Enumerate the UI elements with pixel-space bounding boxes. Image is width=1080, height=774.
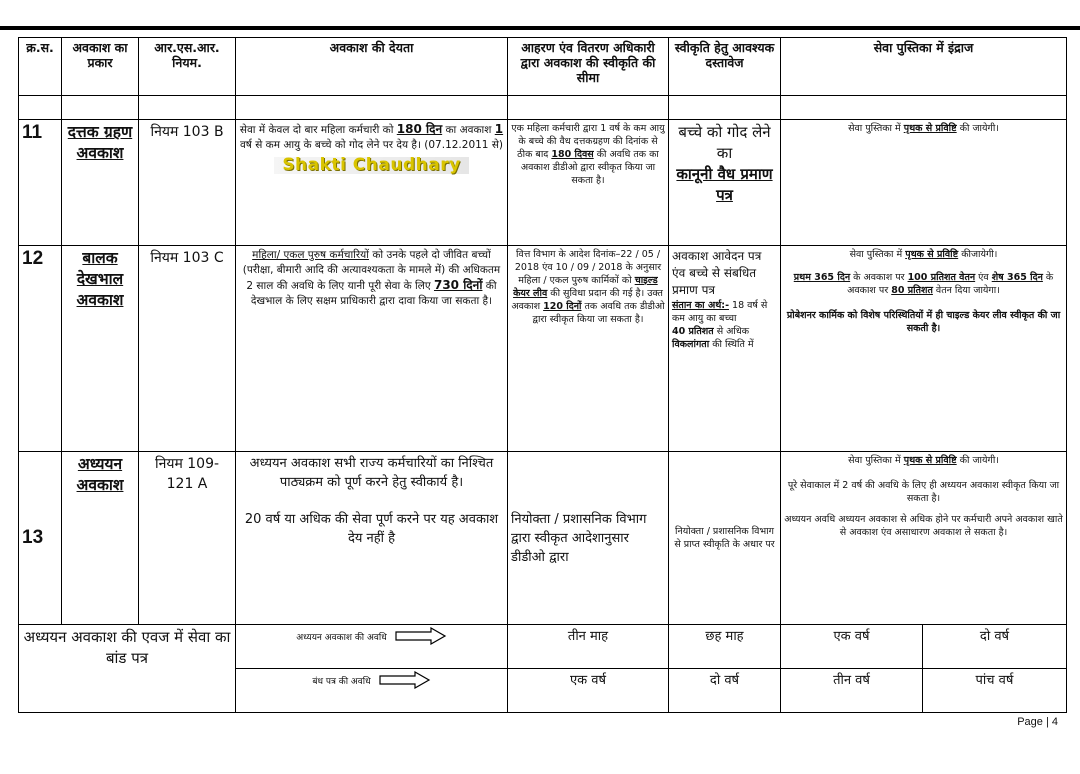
- text: की अवधि तक का अवकाश डीडीओ द्वारा स्वीकृत किया जा सकता है।: [520, 149, 659, 186]
- arrow-right-icon: [379, 671, 431, 689]
- text: संतान का अर्थ:-: [672, 300, 730, 311]
- rule-number: नियम 103 B: [139, 120, 236, 246]
- text: प्रोबेशनर कार्मिक को विशेष परिस्थितियों में ही चाइल्ड केयर लीव स्वीकृत की जा सकती है।: [786, 310, 1061, 334]
- text: 40 प्रतिशत: [672, 326, 714, 337]
- text: प्रथम 365 दिन: [793, 272, 851, 283]
- text: सेवा में केवल दो बार महिला कर्मचारी को: [239, 124, 397, 136]
- bond-row-1: [19, 625, 1067, 669]
- header-docs: स्वीकृति हेतु आवश्यक दस्तावेज: [669, 38, 781, 96]
- ddo-cell: [508, 246, 669, 452]
- bond-row2-label-cell: [236, 669, 508, 713]
- bond-label: अध्ययन अवकाश की एवज में सेवा का बांड पत्र: [19, 625, 236, 713]
- entry-cell: [781, 246, 1067, 452]
- text: से अधिक: [713, 326, 750, 337]
- text: अध्ययन अवकाश सभी राज्य कर्मचारियों का निश्चित पाठ्यक्रम को पूर्ण करने हेतु स्वीकार्य है।: [249, 456, 494, 490]
- arrow-right-icon: [395, 627, 447, 645]
- text: पृथक से प्रविष्टि: [903, 123, 957, 134]
- bond-row1-label-cell: [236, 625, 508, 669]
- ddo-cell: [508, 120, 669, 246]
- bond-cell: तीन वर्ष: [781, 669, 923, 713]
- header-sno: क्र.स.: [19, 38, 62, 96]
- text: तक अवधि तक डीडीओ द्वारा स्वीकृत किया जा सकता है।: [532, 301, 665, 325]
- bond-row2-label: बंध पत्र की अवधि: [312, 676, 371, 687]
- text: वर्ष से कम आयु के बच्चे को गोद लेने पर देय है। (07.12.2011 से): [239, 139, 504, 151]
- leave-type: अध्ययन अवकाश: [62, 452, 139, 625]
- eligibility-cell: [236, 246, 508, 452]
- bond-cell: एक वर्ष: [508, 669, 669, 713]
- text: 20 वर्ष या अधिक की सेवा पूर्ण करने पर यह अवकाश देय नहीं है: [244, 512, 499, 546]
- rule-number: नियम 103 C: [139, 246, 236, 452]
- text: 180 दिन: [396, 122, 443, 136]
- text: एक महिला कर्मचारी द्वारा 1 वर्ष के कम आयु के बच्चे की वैध दत्तकग्रहण की दिनांक से ठीक बाद: [511, 123, 665, 160]
- bond-cell: पांच वर्ष: [923, 669, 1067, 713]
- text: 80 प्रतिशत: [891, 285, 933, 296]
- ddo-cell: नियोक्ता / प्रशासनिक विभाग द्वारा स्वीकृत आदेशानुसार डीडीओ द्वारा: [508, 452, 669, 625]
- text: 100 प्रतिशत वेतन: [907, 272, 976, 283]
- entry-cell: [781, 452, 1067, 625]
- table-row-12: [19, 246, 1067, 452]
- text: पृथक से प्रविष्टि: [905, 249, 959, 260]
- text: का अवकाश: [442, 124, 495, 136]
- bond-row1-label: अध्ययन अवकाश की अवधि: [296, 632, 387, 643]
- text: वेतन दिया जायेगा।: [932, 285, 1000, 296]
- text: 18 वर्ष से कम आयु का बच्चा: [672, 300, 768, 324]
- text: 1: [494, 122, 504, 136]
- table-row-13: [19, 452, 1067, 625]
- text: की जायेगी।: [956, 123, 999, 134]
- bond-cell: दो वर्ष: [669, 669, 781, 713]
- top-rule: [0, 26, 1080, 30]
- header-eligibility: अवकाश की देयता: [236, 38, 508, 96]
- eligibility-cell: [236, 452, 508, 625]
- text: पूरे सेवाकाल में 2 वर्ष की अवधि के लिए ही अध्ययन अवकाश स्वीकृत किया जा सकता है।: [787, 480, 1060, 504]
- bond-cell: दो वर्ष: [923, 625, 1067, 669]
- text: 120 दिनों: [543, 301, 582, 312]
- text: की सुविधा प्रदान की गई है। उक्त अवकाश: [511, 288, 663, 312]
- rule-number: नियम 109-121 A: [139, 452, 236, 625]
- text: सेवा पुस्तिका में: [848, 455, 904, 466]
- text: कानूनी वैध प्रमाण पत्र: [676, 165, 773, 204]
- header-rule: आर.एस.आर. नियम.: [139, 38, 236, 96]
- text: की देखभाल के लिए सक्षम प्राधिकारी द्वारा दावा किया जा सकता है।: [250, 280, 497, 307]
- text: बच्चे को गोद लेने का: [678, 123, 771, 162]
- text: 730 दिनों: [433, 278, 483, 292]
- text: कीजायेगी।: [958, 249, 998, 260]
- text: की जायेगी।: [956, 455, 999, 466]
- text: सेवा पुस्तिका में: [848, 123, 904, 134]
- row-number: 11: [19, 120, 62, 246]
- text: अध्ययन अवधि अध्ययन अवकाश से अधिक होने पर कर्मचारी अपने अवकाश खाते से अवकाश एंव असाधारण अवकाश ले सकता है।: [784, 514, 1063, 538]
- blank-row: [19, 96, 1067, 120]
- text: शेष 365 दिन: [991, 272, 1043, 283]
- header-entry: सेवा पुस्तिका में इंद्राज: [781, 38, 1067, 96]
- text: वित्त विभाग के आदेश दिनांक–22 / 05 / 2018 एंव 10 / 09 / 2018 के अनुसार महिला / एकल पुरुष कार्मिकों को: [514, 249, 662, 286]
- text: विकलांगता: [672, 339, 710, 350]
- text: अवकाश आवेदन पत्र एंव बच्चे से संबधित प्रमाण पत्र: [672, 249, 762, 297]
- docs-cell: नियोक्ता / प्रशासनिक विभाग से प्राप्त स्वीकृति के अधार पर: [669, 452, 781, 625]
- page-number: Page | 4: [1017, 716, 1058, 728]
- bond-cell: छह माह: [669, 625, 781, 669]
- row-number: 13: [19, 452, 62, 625]
- entry-cell: [781, 120, 1067, 246]
- text: चाइल्ड केयर लीव: [513, 275, 658, 299]
- row-number: 12: [19, 246, 62, 452]
- text: एंव: [975, 272, 992, 283]
- text: पृथक से प्रविष्टि: [903, 455, 957, 466]
- header-row: [19, 38, 1067, 96]
- text: महिला/ एकल पुरुष कर्मचारियों: [252, 249, 369, 261]
- eligibility-cell: [236, 120, 508, 246]
- bond-cell: तीन माह: [508, 625, 669, 669]
- table-row-11: [19, 120, 1067, 246]
- text: 180 दिवस: [551, 149, 594, 160]
- text: को उनके पहले दो जीवित बच्चों (परीक्षा, बीमारी आदि की अत्यावश्यकता के मामले में) की अधिकतम 2 साल की अवधि के लिए यानी पूरी सेवा के लिए: [242, 249, 501, 292]
- header-ddo: आहरण एंव वितरण अधिकारी द्वारा अवकाश की स्वीकृति की सीमा: [508, 38, 669, 96]
- text: के अवकाश पर: [847, 272, 1054, 296]
- leave-type: बालक देखभाल अवकाश: [62, 246, 139, 452]
- bond-cell: एक वर्ष: [781, 625, 923, 669]
- leave-type: दत्तक ग्रहण अवकाश: [62, 120, 139, 246]
- text: के अवकाश पर: [850, 272, 908, 283]
- docs-cell: [669, 120, 781, 246]
- leave-rules-table: [18, 37, 1067, 713]
- text: सेवा पुस्तिका में: [849, 249, 906, 260]
- signature-watermark: Shakti Chaudhary: [274, 157, 468, 174]
- header-type: अवकाश का प्रकार: [62, 38, 139, 96]
- text: की स्थिति में: [709, 339, 754, 350]
- docs-cell: [669, 246, 781, 452]
